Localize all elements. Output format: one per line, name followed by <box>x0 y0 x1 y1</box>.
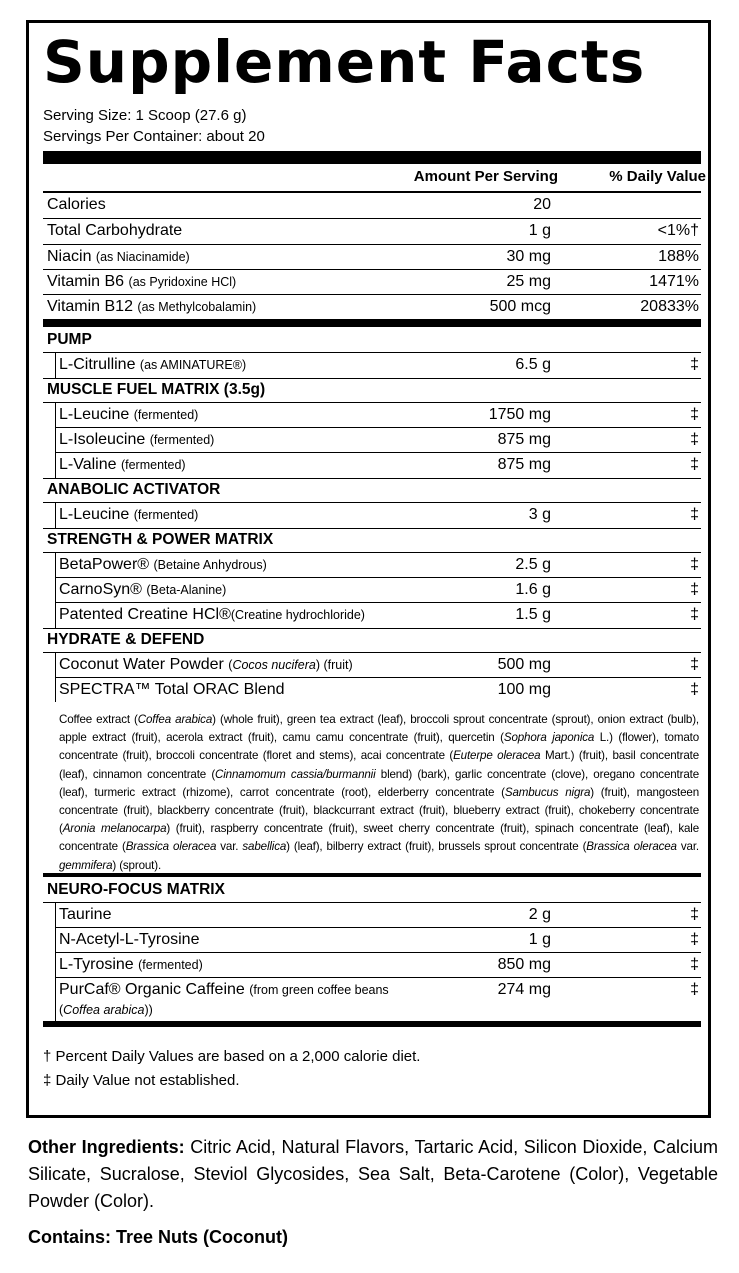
nutrient-name: Calories <box>47 196 106 213</box>
ingredient-dv: ‡ <box>690 456 699 473</box>
ingredient-amount: 100 mg <box>497 681 551 698</box>
nutrient-row <box>43 193 701 217</box>
allergen-statement: Contains: Tree Nuts (Coconut) <box>28 1227 288 1247</box>
ingredient-amount: 1.6 g <box>515 581 551 598</box>
ingredient-amount: 875 mg <box>497 431 551 448</box>
panel-title: Supplement Facts <box>43 28 646 96</box>
serving-size: Serving Size: 1 Scoop (27.6 g) <box>43 107 247 124</box>
thick-divider <box>43 1021 701 1027</box>
nutrient-amount: 500 mcg <box>489 298 551 315</box>
ingredient-dv: ‡ <box>690 506 699 523</box>
ingredient-row <box>43 428 701 452</box>
orac-blend-ingredients: Coffee extract (Coffea arabica) (whole fruit), green tea extract (leaf), broccoli sprout concentrate (sprout), onion extract (bulb), apple extract (fruit), acerola extract (fruit), camu camu concentrate (fruit), quercetin (Sophora japonica L.) (flower), tomato concentrate (fruit), broccoli concentrate (floret and stems), acai concentrate (Euterpe oleracea Mart.) (fruit), basil concentrate (leaf), cinnamon concentrate (Cinnamomum cassia/burmannii blend) (bark), garlic concentrate (clove), oregano concentrate (leaf), turmeric extract (rhizome), carrot concentrate (root), elderberry concentrate (Sambucus nigra) (fruit), mangosteen concentrate (fruit), blackberry concentrate (fruit), blackcurrant extract (fruit), blueberry extract (fruit), chokeberry concentrate (Aronia melanocarpa) (fruit), raspberry concentrate (fruit), sweet cherry concentrate (fruit), spinach concentrate (leaf), kale concentrate (Brassica oleracea var. sabellica) (leaf), bilberry extract (fruit), brussels sprout concentrate (Brassica oleracea var. gemmifera) (sprout). <box>59 713 700 872</box>
indent-rule <box>55 402 56 478</box>
nutrient-row <box>43 219 701 243</box>
ingredient-name: L-Leucine <box>59 506 134 523</box>
ingredient-amount: 2 g <box>528 906 551 923</box>
ingredient-name: SPECTRA™ Total ORAC Blend <box>59 681 285 698</box>
nutrient-name: Total Carbohydrate <box>47 222 183 239</box>
ingredient-dv: ‡ <box>690 606 699 623</box>
ingredient-amount: 1 g <box>528 931 551 948</box>
ingredient-source: (as AMINATURE®) <box>139 358 247 372</box>
ingredient-name: Taurine <box>59 906 112 923</box>
ingredient-source: (Beta-Alanine) <box>146 583 227 597</box>
ingredient-amount: 850 mg <box>497 956 551 973</box>
servings-per-container: Servings Per Container: about 20 <box>43 128 265 145</box>
supplement-facts-panel <box>26 20 711 1118</box>
ingredient-name: L-Citrulline <box>59 356 140 373</box>
ingredient-source: (fermented) <box>120 458 186 472</box>
indent-rule <box>55 552 56 628</box>
ingredient-row <box>43 353 701 377</box>
ingredient-source: (Creatine hydrochloride) <box>230 608 365 622</box>
nutrient-source: (as Pyridoxine HCl) <box>128 275 237 289</box>
ingredient-name: L-Isoleucine <box>59 431 150 448</box>
thick-divider <box>43 319 701 327</box>
nutrient-amount: 25 mg <box>506 273 551 290</box>
ingredient-dv: ‡ <box>690 556 699 573</box>
section-title-hydrate: HYDRATE & DEFEND <box>47 631 205 648</box>
ingredient-amount: 2.5 g <box>515 556 551 573</box>
section-title-pump: PUMP <box>47 331 92 348</box>
thick-divider <box>43 873 701 877</box>
ingredient-row <box>43 953 701 977</box>
nutrient-source: (as Methylcobalamin) <box>137 300 257 314</box>
ingredient-dv: ‡ <box>690 931 699 948</box>
ingredient-name: PurCaf® Organic Caffeine <box>59 981 250 998</box>
ingredient-row <box>43 578 701 602</box>
ingredient-dv: ‡ <box>690 656 699 673</box>
divider <box>43 528 701 529</box>
ingredient-row <box>43 603 701 627</box>
ingredient-dv: ‡ <box>690 906 699 923</box>
ingredient-source: (fermented) <box>138 958 203 972</box>
ingredient-dv: ‡ <box>690 406 699 423</box>
ingredient-row <box>43 678 701 702</box>
nutrient-amount: 1 g <box>528 222 551 239</box>
ingredient-name: L-Tyrosine <box>59 956 139 973</box>
ingredient-row <box>43 928 701 952</box>
section-title-muscle-fuel: MUSCLE FUEL MATRIX (3.5g) <box>47 381 266 398</box>
ingredient-name: L-Leucine <box>59 406 134 423</box>
section-title-anabolic: ANABOLIC ACTIVATOR <box>47 481 221 498</box>
ingredient-source: (Betaine Anhydrous) <box>153 558 267 572</box>
daily-value-header: % Daily Value <box>609 168 706 185</box>
nutrient-dv: 20833% <box>640 298 699 315</box>
ingredient-name: L-Valine <box>59 456 121 473</box>
ingredient-dv: ‡ <box>690 956 699 973</box>
other-ingredients-text: Citric Acid, Natural Flavors, Tartaric Acid, Silicon Dioxide, Calcium Silicate, Sucralose, Steviol Glycosides, Sea Salt, Beta-Carotene (Color), Vegetable Powder (Color). <box>28 1137 719 1211</box>
ingredient-amount: 1750 mg <box>488 406 551 423</box>
divider <box>43 378 701 379</box>
divider <box>43 478 701 479</box>
indent-rule <box>55 652 56 702</box>
ingredient-source: (fermented) <box>133 508 199 522</box>
indent-rule <box>55 902 56 1022</box>
ingredient-name: CarnoSyn® <box>59 581 147 598</box>
ingredient-row <box>43 503 701 527</box>
ingredient-dv: ‡ <box>690 581 699 598</box>
nutrient-dv: 1471% <box>649 273 699 290</box>
ingredient-source-cont: (Coffea arabica)) <box>59 1003 153 1017</box>
ingredient-amount: 875 mg <box>497 456 551 473</box>
ingredient-row <box>43 453 701 477</box>
ingredient-amount: 274 mg <box>497 981 551 998</box>
ingredient-amount: 1.5 g <box>515 606 551 623</box>
ingredient-amount: 500 mg <box>497 656 551 673</box>
ingredient-name: Coconut Water Powder <box>59 656 229 673</box>
footnote-double-dagger: ‡ Daily Value not established. <box>43 1072 240 1089</box>
ingredient-source: (from green coffee beans <box>249 983 389 997</box>
ingredient-source: (fermented) <box>133 408 199 422</box>
nutrient-amount: 20 <box>533 196 551 213</box>
indent-rule <box>55 352 56 378</box>
ingredient-name: N-Acetyl-L-Tyrosine <box>59 931 200 948</box>
ingredient-row <box>43 553 701 577</box>
nutrient-row <box>43 270 701 294</box>
ingredient-dv: ‡ <box>690 681 699 698</box>
other-ingredients-label: Other Ingredients: <box>28 1137 185 1157</box>
ingredient-row <box>43 903 701 927</box>
nutrient-row <box>43 295 701 319</box>
ingredient-row <box>43 403 701 427</box>
nutrient-source: (as Niacinamide) <box>95 250 190 264</box>
section-title-strength: STRENGTH & POWER MATRIX <box>47 531 274 548</box>
ingredient-amount: 6.5 g <box>515 356 551 373</box>
ingredient-amount: 3 g <box>528 506 551 523</box>
thick-divider <box>43 151 701 164</box>
nutrient-name: Niacin <box>47 248 96 265</box>
nutrient-amount: 30 mg <box>506 248 551 265</box>
ingredient-dv: ‡ <box>690 981 699 998</box>
divider <box>43 628 701 629</box>
other-ingredients <box>28 1134 718 1215</box>
nutrient-dv: 188% <box>658 248 699 265</box>
ingredient-row <box>43 653 701 677</box>
section-title-neuro: NEURO-FOCUS MATRIX <box>47 881 225 898</box>
nutrient-name: Vitamin B6 <box>47 273 129 290</box>
indent-rule <box>55 502 56 528</box>
ingredient-name: BetaPower® <box>59 556 154 573</box>
nutrient-row <box>43 245 701 269</box>
nutrient-dv: <1%† <box>657 222 699 239</box>
amount-header: Amount Per Serving <box>413 168 558 185</box>
nutrient-name: Vitamin B12 <box>47 298 138 315</box>
ingredient-dv: ‡ <box>690 431 699 448</box>
ingredient-source: (fermented) <box>149 433 215 447</box>
footnote-dagger: † Percent Daily Values are based on a 2,000 calorie diet. <box>43 1048 421 1065</box>
ingredient-dv: ‡ <box>690 356 699 373</box>
ingredient-source: (Cocos nucifera) (fruit) <box>228 658 353 672</box>
ingredient-row <box>43 978 701 1022</box>
ingredient-name: Patented Creatine HCl® <box>59 606 231 623</box>
